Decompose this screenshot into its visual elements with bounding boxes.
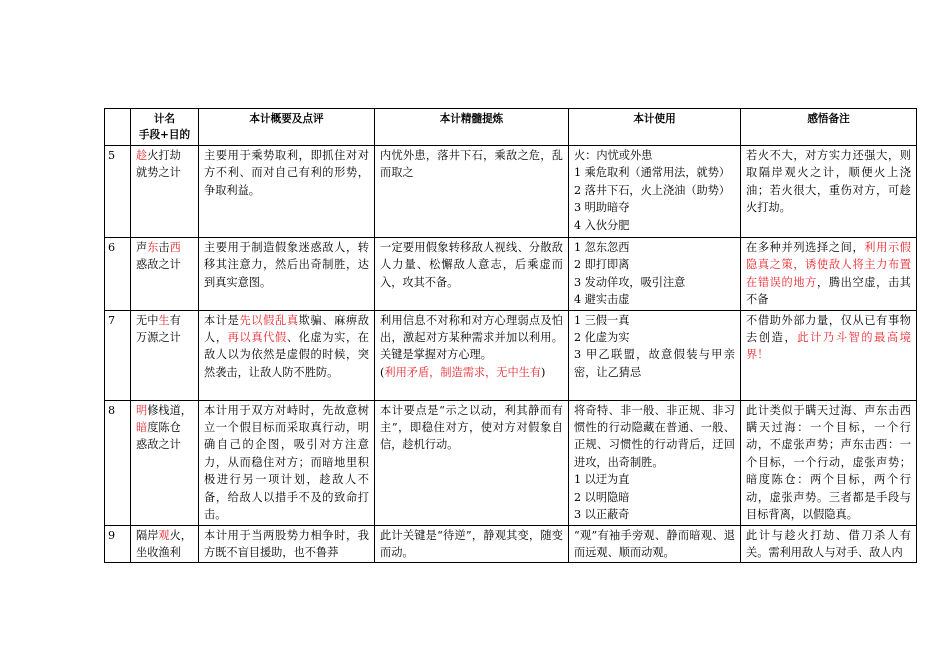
name-text: 声	[136, 241, 148, 254]
overview-highlight: 先以假乱真	[239, 313, 299, 327]
name-text: 修栈道，	[147, 403, 192, 417]
notes-highlight: 利用示假隐真之策，诱使敌人将主力布置在错误的地方	[746, 241, 911, 289]
usage-item: 3 以正蔽奇	[574, 508, 630, 522]
name-text: 隔岸	[136, 528, 159, 542]
overview-cell	[199, 310, 375, 400]
notes-cell	[741, 310, 917, 400]
usage-item: 4 避实击虚	[574, 293, 630, 307]
usage-item: 3 发动佯攻，吸引注意	[574, 275, 686, 289]
overview-text: 本计是	[204, 313, 240, 327]
usage-item: 1 三假一真	[574, 313, 630, 327]
header-usage: 本计使用	[569, 109, 741, 146]
row-number: 5	[105, 146, 131, 238]
essence-cell: 本计要点是“示之以动，利其静而有主”，即稳住对方，使对方对假象自信，趁机行动。	[375, 400, 569, 525]
strategy-name	[131, 238, 199, 311]
usage-item: 1 忽东忽西	[574, 241, 630, 254]
header-num	[105, 109, 131, 146]
strategy-name	[131, 525, 199, 563]
name-text: 无中	[136, 313, 159, 327]
name-text: 击	[158, 241, 170, 254]
name-highlight: 趁	[136, 149, 148, 162]
name-text: 火，	[169, 528, 192, 542]
name-text: 火打劫	[147, 149, 181, 162]
notes-text: 在多种并列选择之间，	[746, 241, 865, 254]
name-highlight: 明	[136, 403, 148, 417]
row-number: 9	[105, 525, 131, 563]
name-highlight: 观	[158, 528, 170, 542]
table-row	[105, 238, 917, 311]
header-name	[131, 109, 199, 146]
notes-cell	[741, 238, 917, 311]
usage-item: 3 甲乙联盟，故意假装与甲亲密，让乙猜忌	[574, 348, 735, 379]
name-text: 度陈仓	[147, 421, 181, 435]
essence-highlight: 利用矛盾，制造需求，无中生有	[384, 365, 542, 379]
overview-text: 欺骗、麻痹敌人，	[204, 313, 369, 345]
name-text: 有	[169, 313, 181, 327]
strategy-table	[104, 108, 917, 563]
notes-cell: 此计类似于瞒天过海、声东击西瞒天过海：一个目标，一个行动，不虚张声势；声东击西：一个目标，一个行动，虚张声势；暗度陈仓：两个目标，两个行动，虚张声势。三者都是手段与目标背离，以假隐真。	[741, 400, 917, 525]
table-header-row	[105, 109, 917, 146]
usage-text: 将奇特、非一般、非正规、非习惯性的行动隐藏在普通、一般、正规、习惯性的行动背后，迂回进攻，出奇制胜。	[574, 403, 735, 469]
name-highlight: 西	[169, 241, 181, 254]
name-highlight: 东	[147, 241, 159, 254]
notes-text: 不借助外部力量，仅从已有事物去创造，	[746, 313, 911, 345]
header-notes: 感悟备注	[741, 109, 917, 146]
strategy-name	[131, 146, 199, 238]
name-subtitle: 就势之计	[136, 166, 181, 180]
overview-highlight: 再以真代假	[227, 331, 287, 345]
essence-cell: 一定要用假象转移敌人视线、分散敌人力量、松懈敌人意志，后乘虚而入，攻其不备。	[375, 238, 569, 311]
overview-cell: 主要用于乘势取利，即抓住对对方不利、而对自己有利的形势，争取利益。	[199, 146, 375, 238]
table-row	[105, 525, 917, 563]
table-row	[105, 400, 917, 525]
header-essence: 本计精髓提炼	[375, 109, 569, 146]
essence-highlight-line	[380, 364, 563, 381]
row-number: 7	[105, 310, 131, 400]
usage-cell	[569, 400, 741, 525]
essence-cell	[375, 310, 569, 400]
usage-cell	[569, 146, 741, 238]
overview-cell: 本计用于双方对峙时，先故意树立一个假目标而采取真行动，明确自己的企图，吸引对方注意力，从而稳住对方；而暗地里积极进行另一项计划，趁敌人不备，给敌人以措手不及的致命打击。	[199, 400, 375, 525]
usage-item: 火：内忧或外患	[574, 149, 653, 162]
usage-cell	[569, 238, 741, 311]
essence-paren-open: (	[380, 365, 385, 379]
name-highlight: 暗	[136, 421, 148, 435]
usage-cell	[569, 310, 741, 400]
usage-item: 2 化虚为实	[574, 331, 630, 345]
header-name-line1: 计名	[153, 113, 176, 125]
strategy-name	[131, 400, 199, 525]
overview-text: 、化虚为实，在敌人以为依然是虚假的时候，突然袭击，让敌人防不胜防。	[204, 331, 369, 379]
usage-item: 1 以迂为直	[574, 473, 630, 487]
essence-cell: 此计关键是“待逆”，静观其变，随变而动。	[375, 525, 569, 563]
header-overview: 本计概要及点评	[199, 109, 375, 146]
essence-cell: 内忧外患，落井下石，乘敌之危，乱而取之	[375, 146, 569, 238]
usage-item: 3 明助暗夺	[574, 201, 630, 215]
strategy-name	[131, 310, 199, 400]
header-name-line2: 手段+目的	[138, 129, 191, 141]
usage-item: 2 以明隐暗	[574, 490, 630, 504]
name-subtitle: 万源之计	[136, 331, 181, 345]
name-subtitle: 惑敌之计	[136, 258, 181, 272]
essence-text: 利用信息不对称和对方心理弱点及怕出，激起对方某种需求并加以利用。关键是掌握对方心理。	[380, 313, 563, 362]
usage-item: 1 乘危取利（通常用法，就势）	[574, 166, 731, 180]
name-subtitle: 惑敌之计	[136, 438, 181, 452]
table-row	[105, 146, 917, 238]
notes-cell: 此计与趁火打劫、借刀杀人有关。需利用敌人与对手、敌人内	[741, 525, 917, 563]
name-subtitle: 坐收渔利	[136, 546, 181, 560]
usage-cell: “观”有袖手旁观、静而暗观、退而远观、顺而动观。	[569, 525, 741, 563]
essence-paren-close: )	[541, 365, 546, 379]
overview-cell: 本计用于当两股势力相争时，我方既不盲目援助，也不鲁莽	[199, 525, 375, 563]
notes-text: ，腾出空虚，击其不备	[746, 275, 911, 307]
usage-item: 2 落井下石，火上浇油（助势）	[574, 183, 731, 197]
name-highlight: 生	[158, 313, 170, 327]
notes-highlight: 此计乃斗智的最高境界！	[746, 331, 911, 362]
usage-item: 2 即打即离	[574, 258, 630, 272]
usage-item: 4 入伙分肥	[574, 218, 630, 232]
row-number: 6	[105, 238, 131, 311]
table-row	[105, 310, 917, 400]
overview-cell: 主要用于制造假象迷惑敌人，转移其注意力，然后出奇制胜，达到真实意图。	[199, 238, 375, 311]
row-number: 8	[105, 400, 131, 525]
notes-cell: 若火不大，对方实力还强大，则取隔岸观火之计，顺便火上浇油；若火很大，重伤对方，可趁火打劫。	[741, 146, 917, 238]
